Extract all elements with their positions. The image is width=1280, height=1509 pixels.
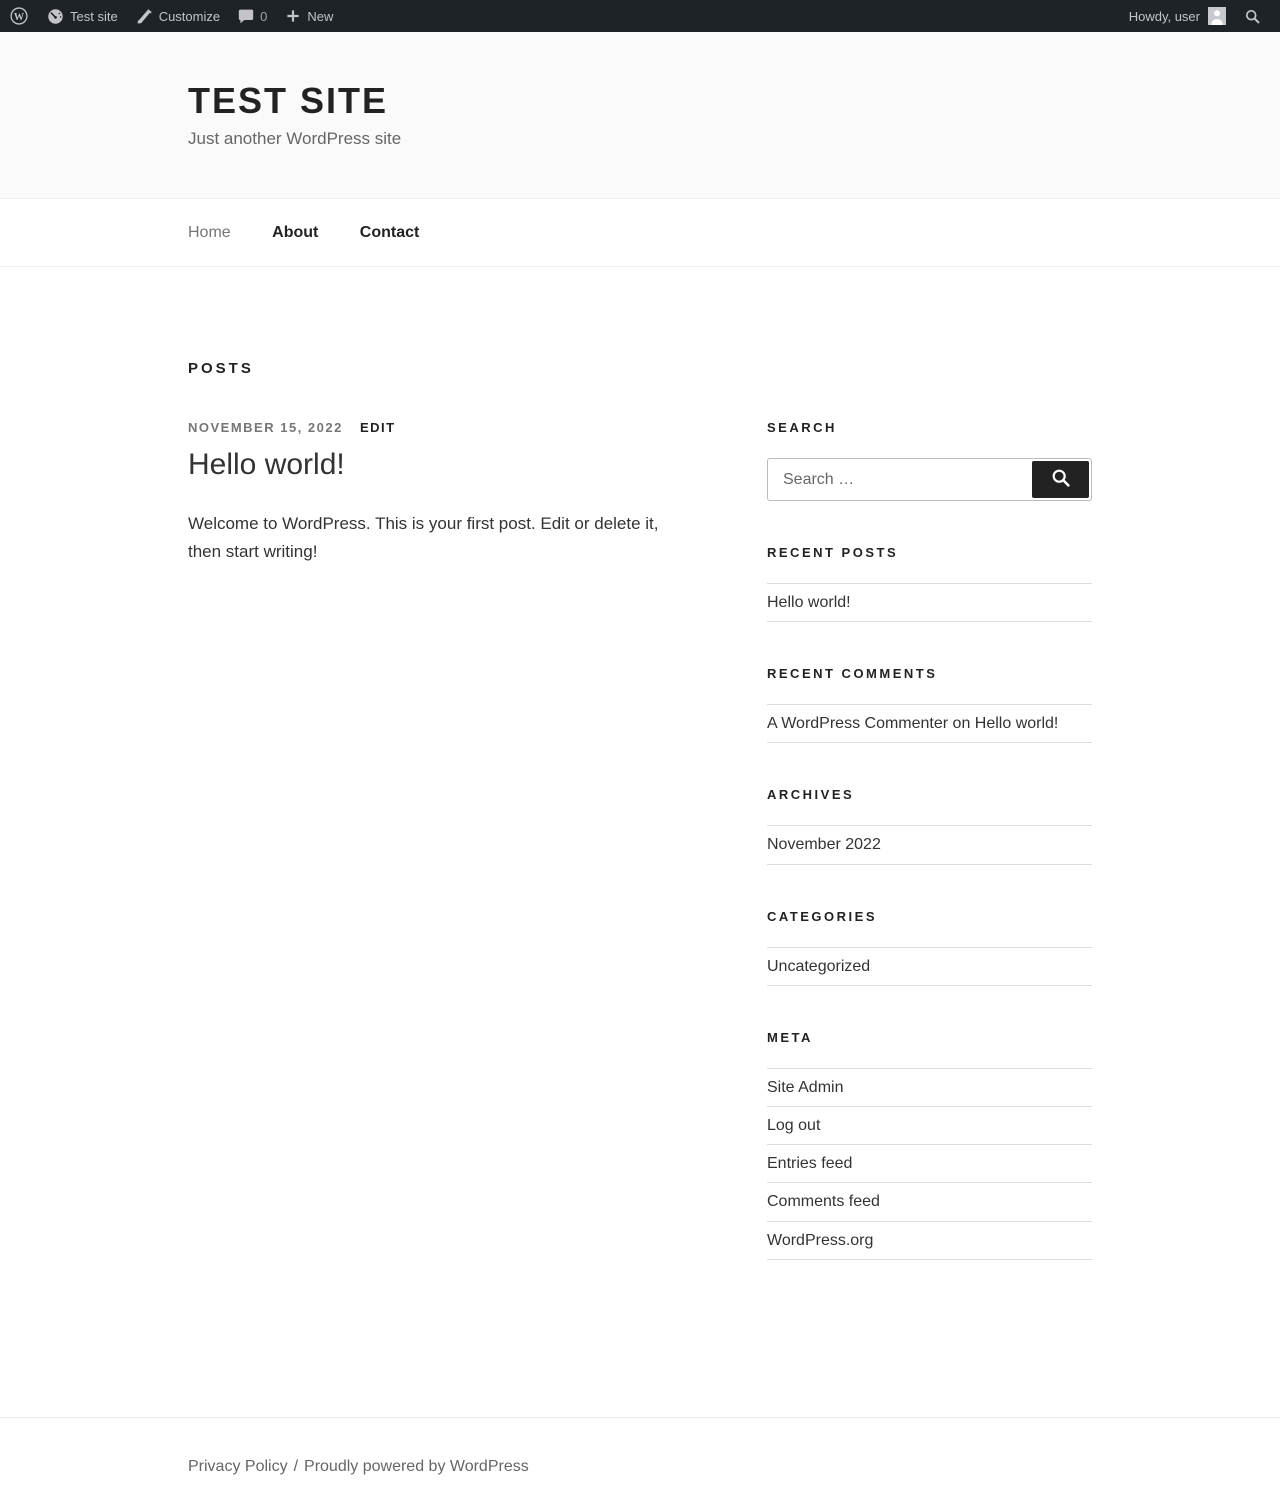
comments-menu[interactable]	[229, 0, 276, 32]
posts-column	[188, 421, 682, 566]
site-header	[0, 32, 1280, 198]
post-body: Welcome to WordPress. This is your first post. Edit or delete it, then start writing!	[188, 513, 659, 561]
meta-item-log-out[interactable]: Log out	[767, 1107, 1092, 1145]
recent-comments-title: RECENT COMMENTS	[767, 666, 938, 682]
recent-comment-item	[767, 705, 1092, 743]
search-widget	[767, 421, 1092, 501]
dashboard-gauge-icon	[47, 8, 64, 25]
nav-item-about[interactable]: About	[272, 223, 319, 241]
archives-title: ARCHIVES	[767, 787, 855, 803]
privacy-policy-link[interactable]: Privacy Policy	[188, 1457, 288, 1475]
meta-item-site-admin[interactable]: Site Admin	[767, 1069, 1092, 1107]
nav-item-home[interactable]: Home	[188, 223, 231, 241]
search-icon	[1050, 467, 1072, 492]
paintbrush-icon	[136, 8, 153, 25]
meta-item-wordpress-org[interactable]: WordPress.org	[767, 1222, 1092, 1260]
my-account-menu[interactable]	[1120, 0, 1235, 32]
comment-post-link[interactable]: Hello world!	[974, 715, 1059, 733]
customize-menu[interactable]	[127, 0, 229, 32]
recent-posts-title: RECENT POSTS	[767, 545, 899, 560]
new-label: New	[307, 8, 334, 24]
footer-separator: /	[293, 1457, 299, 1475]
post-date-link[interactable]: NOVEMBER 15, 2022	[188, 420, 343, 435]
post-title-link[interactable]: Hello world!	[188, 448, 345, 481]
howdy-label: Howdy, user	[1128, 8, 1200, 24]
wp-admin-bar	[0, 0, 1280, 32]
primary-navigation	[0, 198, 1280, 267]
comment-bubble-icon	[238, 8, 254, 24]
post-meta	[188, 421, 682, 434]
new-content-menu[interactable]	[276, 0, 342, 32]
meta-title: META	[767, 1029, 813, 1045]
search-submit-button[interactable]	[1032, 461, 1089, 498]
meta-widget	[767, 1031, 1092, 1260]
site-tagline: Just another WordPress site	[188, 128, 402, 148]
post-hello-world	[188, 421, 682, 566]
search-widget-title: SEARCH	[767, 420, 837, 435]
powered-by-link[interactable]: Proudly powered by WordPress	[304, 1457, 529, 1475]
customize-label: Customize	[158, 8, 221, 24]
site-footer	[0, 1417, 1280, 1509]
category-item[interactable]: Uncategorized	[767, 948, 1092, 986]
admin-bar-left	[0, 0, 342, 32]
admin-bar-right	[1120, 0, 1270, 32]
archive-item[interactable]: November 2022	[767, 826, 1092, 864]
categories-widget	[767, 910, 1092, 986]
wordpress-logo-menu[interactable]	[0, 0, 38, 32]
sidebar	[767, 421, 1092, 1305]
user-avatar	[1208, 7, 1226, 25]
svg-text:W: W	[13, 11, 25, 23]
site-name-menu[interactable]	[38, 0, 127, 32]
recent-posts-widget	[767, 546, 1092, 622]
archives-widget	[767, 788, 1092, 864]
main-content	[0, 267, 1280, 1417]
categories-title: CATEGORIES	[767, 908, 877, 924]
adminbar-search-icon[interactable]	[1235, 0, 1270, 32]
comment-connector: on	[948, 715, 975, 733]
comment-author-link[interactable]: A WordPress Commenter	[767, 715, 949, 733]
recent-comments-widget	[767, 667, 1092, 743]
site-title[interactable]: TEST SITE	[188, 80, 389, 122]
search-form	[767, 458, 1092, 501]
site-name-label: Test site	[70, 8, 118, 24]
post-edit-link[interactable]: EDIT	[359, 420, 396, 435]
meta-item-entries-feed[interactable]: Entries feed	[767, 1145, 1092, 1183]
page-title: POSTS	[188, 360, 254, 377]
meta-item-comments-feed[interactable]: Comments feed	[767, 1183, 1092, 1221]
nav-item-contact[interactable]: Contact	[359, 223, 420, 241]
plus-icon	[285, 8, 301, 24]
comments-count-badge: 0	[260, 8, 268, 24]
wordpress-logo-icon	[9, 6, 29, 26]
recent-post-item[interactable]: Hello world!	[767, 584, 1092, 622]
